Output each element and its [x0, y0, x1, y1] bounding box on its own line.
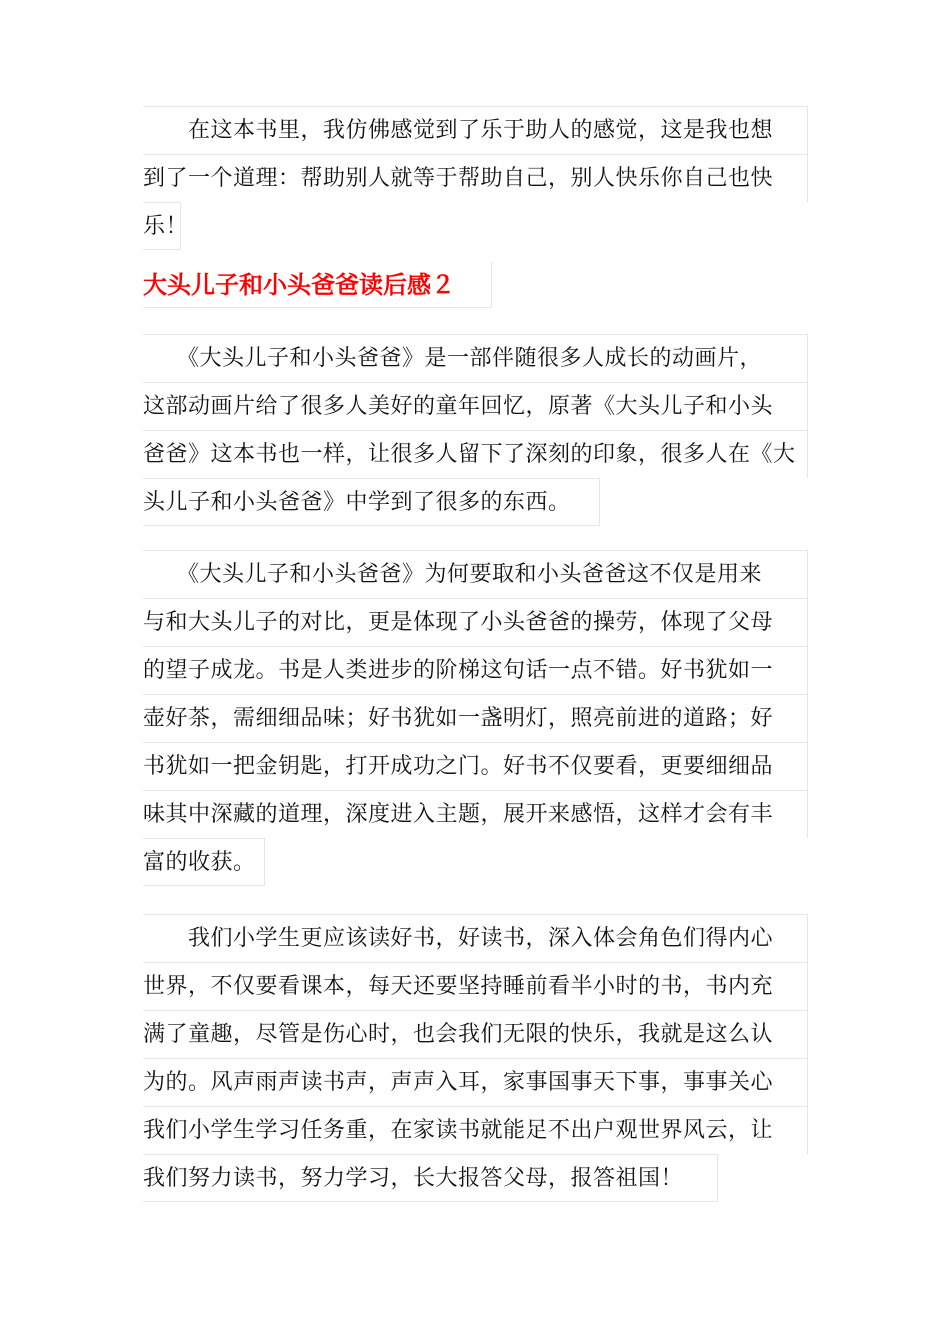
intro-paragraph [143, 106, 808, 250]
text-line: 我们小学生学习任务重，在家读书就能足不出户观世界风云，让 [143, 1106, 808, 1154]
text-line: 与和大头儿子的对比，更是体现了小头爸爸的操劳，体现了父母 [143, 598, 808, 646]
text-line: 这部动画片给了很多人美好的童年回忆，原著《大头儿子和小头 [143, 382, 808, 430]
text-line: 我们小学生更应该读好书，好读书，深入体会角色们得内心 [143, 914, 808, 962]
text-line: 到了一个道理：帮助别人就等于帮助自己，别人快乐你自己也快 [143, 154, 808, 202]
text-line: 富的收获。 [143, 838, 265, 886]
paragraph-2 [143, 550, 808, 886]
text-line: 在这本书里，我仿佛感觉到了乐于助人的感觉，这是我也想 [143, 106, 808, 154]
section-heading: 大头儿子和小头爸爸读后感２ [143, 262, 492, 308]
text-line: 为的。风声雨声读书声，声声入耳，家事国事天下事，事事关心 [143, 1058, 808, 1106]
text-line: 书犹如一把金钥匙，打开成功之门。好书不仅要看，更要细细品 [143, 742, 808, 790]
paragraph-3 [143, 914, 808, 1202]
text-line: 我们努力读书，努力学习，长大报答父母，报答祖国！ [143, 1154, 718, 1202]
paragraph-1 [143, 334, 808, 526]
text-line: 《大头儿子和小头爸爸》是一部伴随很多人成长的动画片， [143, 334, 808, 382]
text-line: 的望子成龙。书是人类进步的阶梯这句话一点不错。好书犹如一 [143, 646, 808, 694]
text-line: 世界，不仅要看课本，每天还要坚持睡前看半小时的书，书内充 [143, 962, 808, 1010]
text-line: 味其中深藏的道理，深度进入主题，展开来感悟，这样才会有丰 [143, 790, 808, 838]
text-line: 满了童趣，尽管是伤心时，也会我们无限的快乐，我就是这么认 [143, 1010, 808, 1058]
text-line: 壶好茶，需细细品味；好书犹如一盏明灯，照亮前进的道路；好 [143, 694, 808, 742]
text-line: 乐！ [143, 202, 181, 250]
text-line: 《大头儿子和小头爸爸》为何要取和小头爸爸这不仅是用来 [143, 550, 808, 598]
text-line: 头儿子和小头爸爸》中学到了很多的东西。 [143, 478, 600, 526]
text-line: 爸爸》这本书也一样，让很多人留下了深刻的印象，很多人在《大 [143, 430, 808, 478]
